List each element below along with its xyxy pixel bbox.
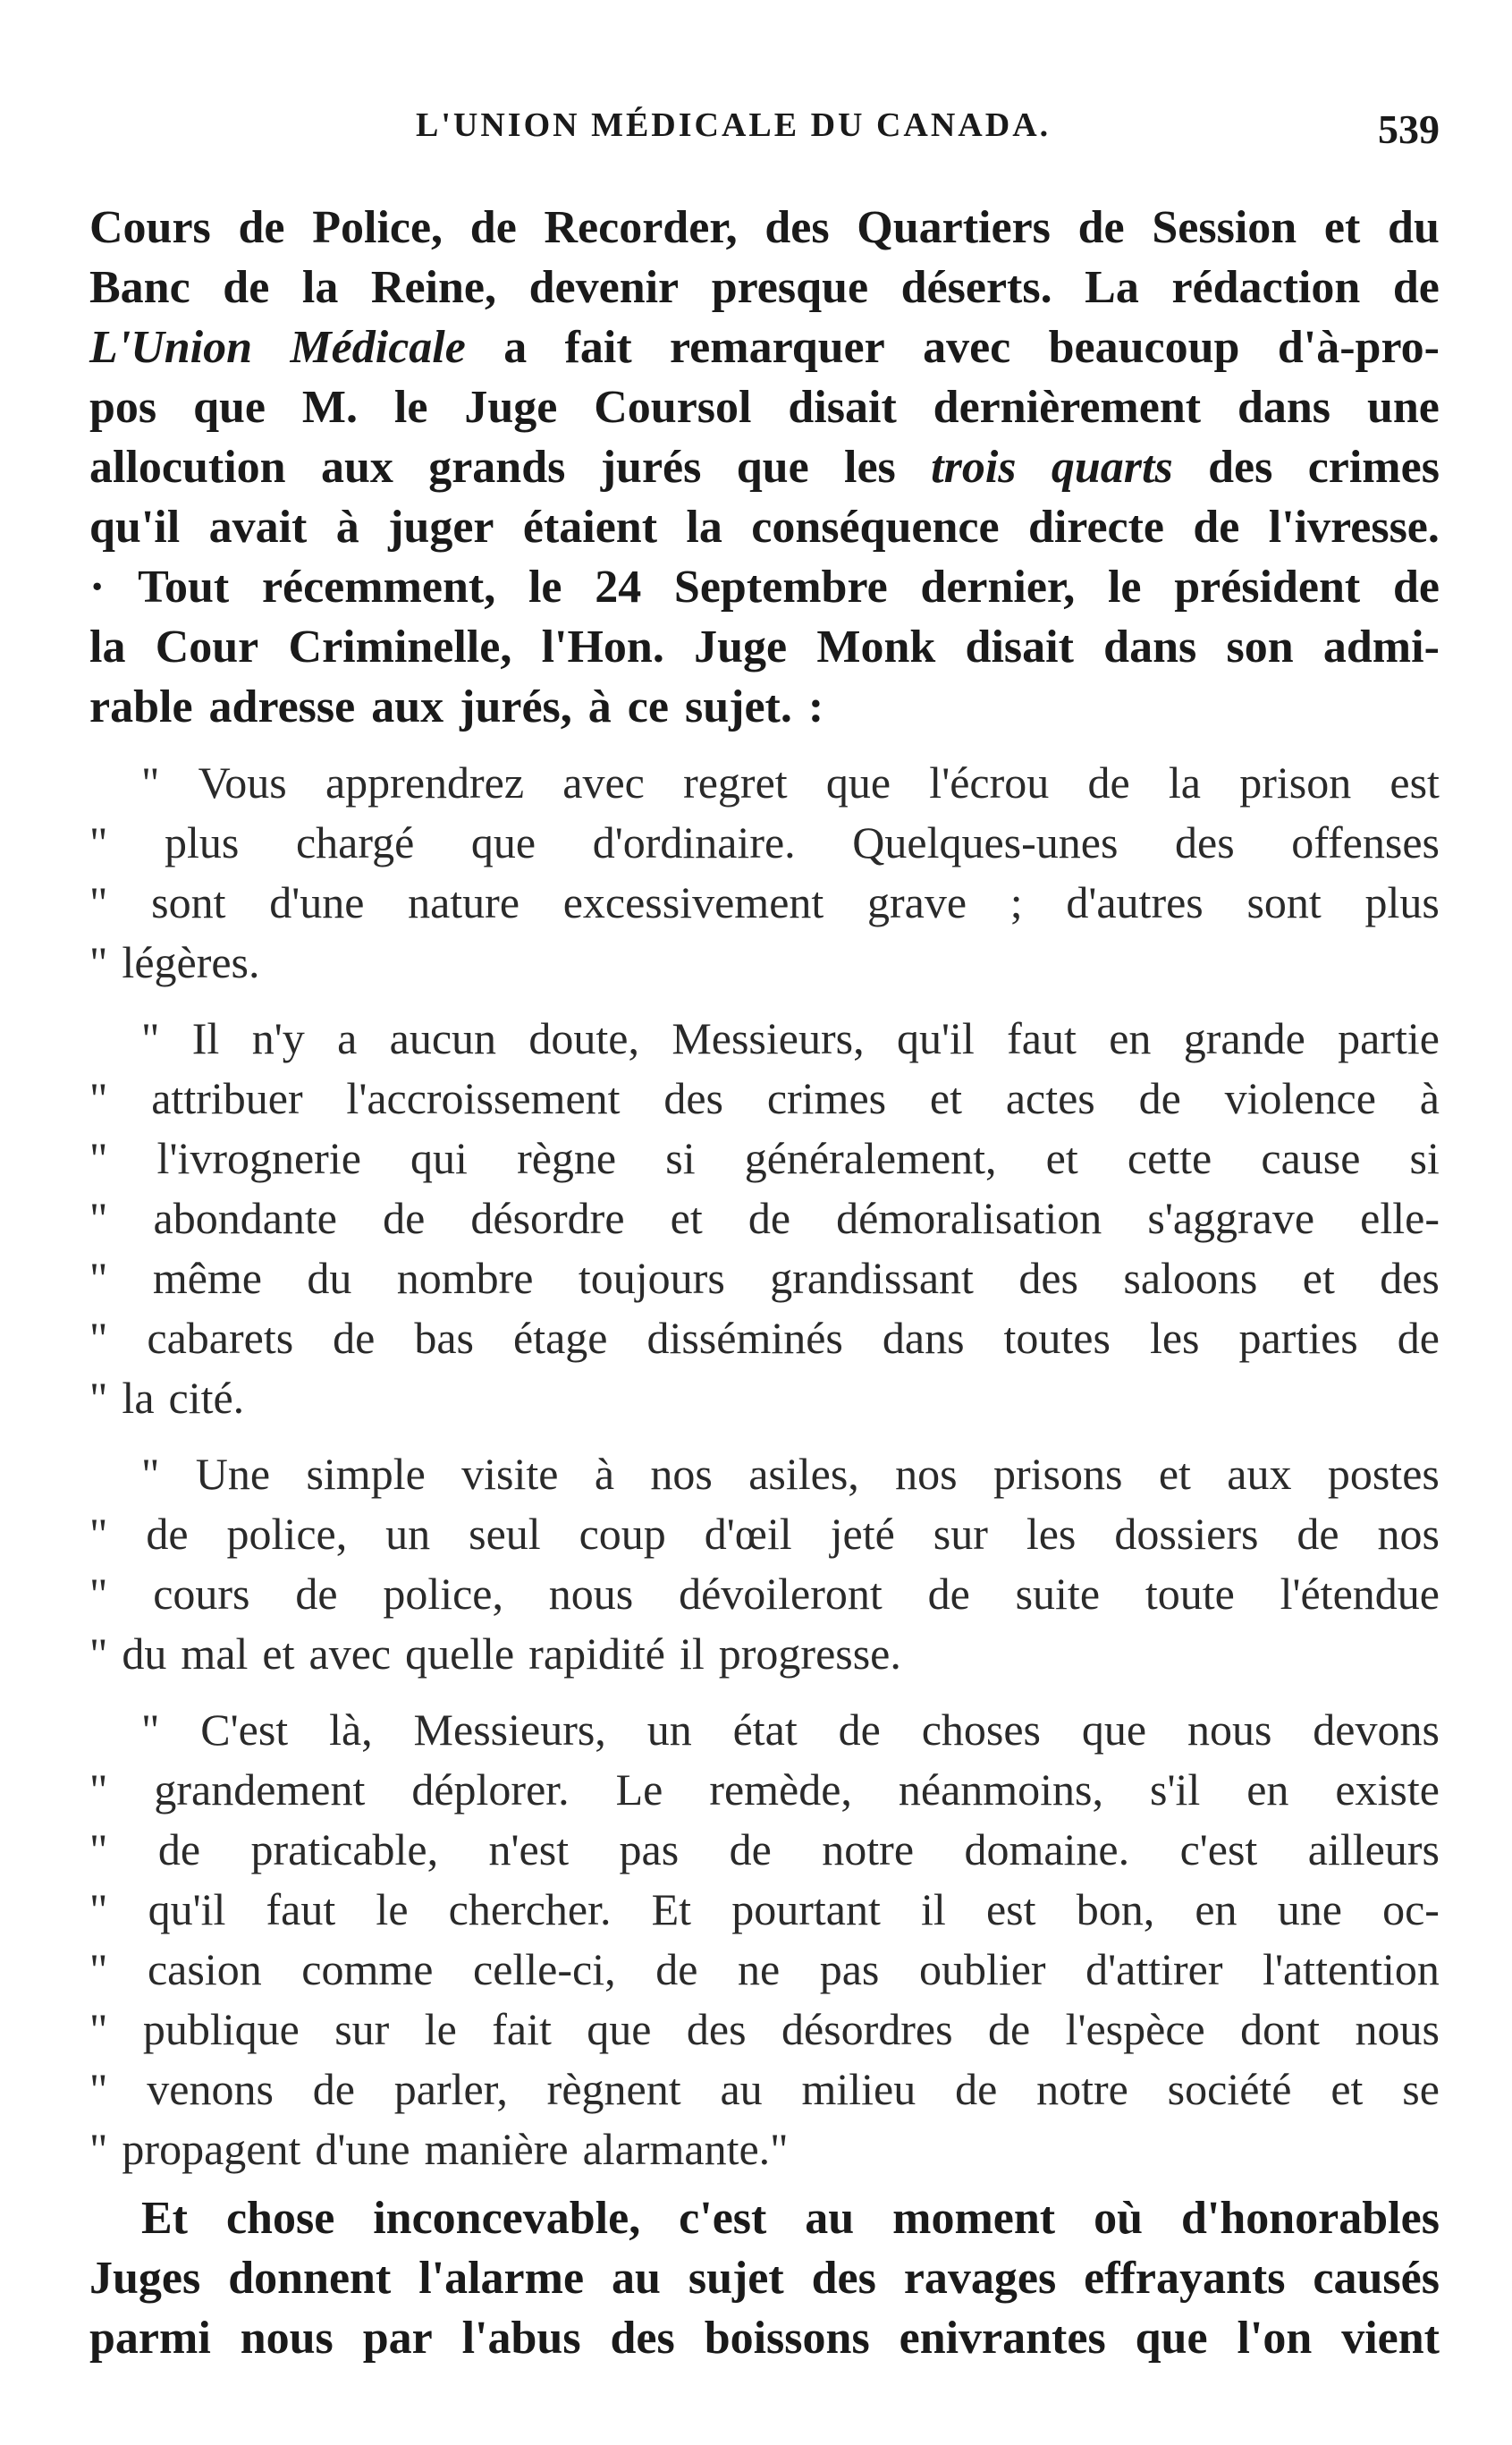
quote-line: " du mal et avec quelle rapidité il progresse. (89, 1629, 901, 1679)
quote-line: " Une simple visite à nos asiles, nos prisons et aux postes (141, 1449, 1440, 1499)
quote-line: " abondante de désordre et de démoralisation s'aggrave elle- (89, 1193, 1440, 1243)
quote-line: " Vous apprendrez avec regret que l'écrou de la prison est (141, 757, 1440, 808)
quote-line: " la cité. (89, 1373, 245, 1423)
page-header (89, 106, 1440, 168)
text-line: Banc de la Reine, devenir presque déserts. La rédaction de (89, 262, 1440, 313)
quote-line: " Il n'y a aucun doute, Messieurs, qu'il faut en grande partie (141, 1013, 1440, 1063)
quote-line: " casion comme celle-ci, de ne pas oublier d'attirer l'attention (89, 1944, 1440, 1994)
paragraph-3 (89, 2192, 1440, 2372)
running-head: L'UNION MÉDICALE DU CANADA. (416, 106, 1052, 144)
quote-line: " de police, un seul coup d'œil jeté sur les dossiers de nos (89, 1509, 1440, 1559)
quote-line: " propagent d'une manière alarmante." (89, 2124, 789, 2174)
quote-line: " même du nombre toujours grandissant des saloons et des (89, 1253, 1440, 1303)
quote-line: " venons de parler, règnent au milieu de notre société et se (89, 2064, 1440, 2114)
quote-line: " attribuer l'accroissement des crimes et actes de violence à (89, 1073, 1440, 1123)
paragraph-2 (89, 561, 1440, 740)
quote-block-3 (89, 1448, 1440, 1688)
text-line: · Tout récemment, le 24 Septembre dernier, le président de (89, 562, 1440, 613)
body-text (89, 201, 1440, 2372)
text-line: Et chose inconcevable, c'est au moment où d'honorables (141, 2193, 1440, 2244)
page-number: 539 (1378, 106, 1440, 152)
quote-line: " légères. (89, 937, 260, 987)
quote-line: " plus chargé que d'ordinaire. Quelques-unes des offenses (89, 817, 1440, 867)
text-line: allocution aux grands jurés que les trois quarts des crimes (89, 442, 1440, 493)
text-line: Juges donnent l'alarme au sujet des ravages effrayants causés (89, 2253, 1440, 2304)
quote-block-2 (89, 1012, 1440, 1432)
quote-block-4 (89, 1704, 1440, 2183)
paragraph-1 (89, 201, 1440, 561)
quote-line: " l'ivrognerie qui règne si généralement, et cette cause si (89, 1133, 1440, 1183)
quote-line: " grandement déplorer. Le remède, néanmoins, s'il en existe (89, 1764, 1440, 1815)
text-line: la Cour Criminelle, l'Hon. Juge Monk disait dans son admi- (89, 622, 1440, 673)
quote-line: " C'est là, Messieurs, un état de choses que nous devons (141, 1705, 1440, 1755)
text-line: L'Union Médicale a fait remarquer avec beaucoup d'à-pro- (89, 322, 1440, 373)
quote-line: " cabarets de bas étage disséminés dans toutes les parties de (89, 1313, 1440, 1363)
quote-line: " de praticable, n'est pas de notre domaine. c'est ailleurs (89, 1824, 1440, 1874)
quote-line: " publique sur le fait que des désordres de l'espèce dont nous (89, 2004, 1440, 2054)
quote-line: " cours de police, nous dévoileront de suite toute l'étendue (89, 1569, 1440, 1619)
quote-line: " sont d'une nature excessivement grave ; d'autres sont plus (89, 877, 1440, 927)
quote-line: " qu'il faut le chercher. Et pourtant il est bon, en une oc- (89, 1884, 1440, 1934)
text-line: rable adresse aux jurés, à ce sujet. : (89, 681, 824, 732)
text-line: Cours de Police, de Recorder, des Quartiers de Session et du (89, 202, 1440, 253)
text-line: qu'il avait à juger étaient la conséquence directe de l'ivresse. (89, 502, 1440, 553)
quote-block-1 (89, 757, 1440, 996)
text-line: parmi nous par l'abus des boissons enivrantes que l'on vient (89, 2313, 1440, 2364)
text-line: pos que M. le Juge Coursol disait dernièrement dans une (89, 382, 1440, 433)
